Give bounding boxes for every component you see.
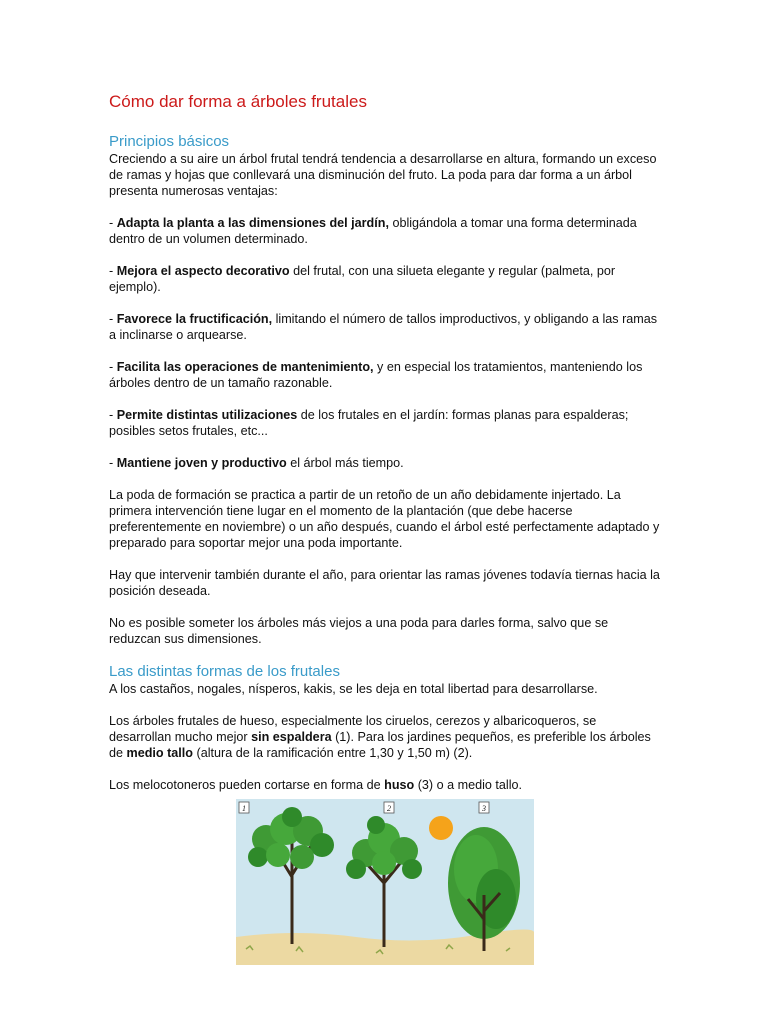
advantage-text: y en especial los tratamientos, manteniendo los árboles dentro de un tamaño razonable.	[109, 360, 643, 390]
body-paragraph: Hay que intervenir también durante el año, para orientar las ramas jóvenes todavía tiernas hacia la posición deseada.	[109, 568, 660, 598]
advantage-item	[109, 407, 661, 439]
bullet-dash: -	[109, 456, 117, 470]
advantage-bold: Facilita las operaciones de mantenimiento,	[116, 360, 374, 374]
advantage-item	[109, 359, 661, 391]
tree-forms-illustration	[236, 799, 534, 965]
advantage-text: del frutal, con una silueta elegante y regular (palmeta, por ejemplo).	[109, 264, 616, 294]
figure-label-3	[479, 802, 489, 813]
bullet-dash: -	[109, 264, 117, 278]
sun-icon	[429, 816, 453, 840]
text-run: (3) o a medio tallo.	[414, 778, 523, 792]
body-paragraph	[109, 777, 661, 793]
bold-term: huso	[384, 778, 415, 792]
figure-label-2	[384, 802, 394, 813]
advantage-bold: Favorece la fructificación,	[116, 312, 273, 326]
advantage-text: limitando el número de tallos improductivos, y obligando a las ramas a inclinarse o arquearse.	[109, 312, 658, 342]
advantage-bold: Permite distintas utilizaciones	[116, 408, 298, 422]
bold-term: sin espaldera	[251, 730, 332, 744]
advantage-bold: Adapta la planta a las dimensiones del jardín,	[116, 216, 389, 230]
body-paragraph: La poda de formación se practica a partir de un retoño de un año debidamente injertado. La primera intervención tiene lugar en el momento de la plantación (que debe hacerse preferentemente en noviembre) o un año después, cuando el árbol esté perfectamente adaptado y preparado para soportar mejor una poda importante.	[109, 488, 660, 550]
bold-term: medio tallo	[126, 746, 193, 760]
bullet-dash: -	[109, 312, 117, 326]
body-paragraph: A los castaños, nogales, nísperos, kakis, se les deja en total libertad para desarrollarse.	[109, 682, 598, 696]
bullet-dash: -	[109, 408, 117, 422]
svg-text:2: 2	[387, 804, 391, 813]
svg-text:1: 1	[242, 804, 246, 813]
page-title: Cómo dar forma a árboles frutales	[109, 92, 367, 111]
advantage-item	[109, 455, 661, 471]
advantage-item	[109, 215, 661, 247]
advantage-text: el árbol más tiempo.	[286, 456, 404, 470]
advantage-text: obligándola a tomar una forma determinada dentro de un volumen determinado.	[109, 216, 637, 246]
body-paragraph: No es posible someter los árboles más viejos a una poda para darles forma, salvo que se reduzcan sus dimensiones.	[109, 616, 609, 646]
advantage-item	[109, 311, 661, 343]
bullet-dash: -	[109, 360, 117, 374]
advantage-text: de los frutales en el jardín: formas planas para espalderas; posibles setos frutales, etc...	[109, 408, 629, 438]
body-paragraph	[109, 713, 661, 761]
svg-text:3: 3	[482, 804, 486, 813]
text-run: (altura de la ramificación entre 1,30 y 1,50 m) (2).	[193, 746, 473, 760]
section-heading-forms: Las distintas formas de los frutales	[109, 663, 340, 680]
text-run: Los árboles frutales de hueso, especialmente los ciruelos, cerezos y albaricoqueros, se desarrollan mucho mejor	[109, 714, 597, 744]
intro-paragraph: Creciendo a su aire un árbol frutal tendrá tendencia a desarrollarse en altura, formando un exceso de ramas y hojas que conllevará una disminución del fruto. La poda para dar forma a un árbol presenta numerosas ventajas:	[109, 152, 657, 198]
text-run: (1). Para los jardines pequeños, es preferible los árboles de	[109, 730, 651, 760]
advantage-bold: Mantiene joven y productivo	[116, 456, 287, 470]
article	[109, 92, 661, 793]
section-heading-basics: Principios básicos	[109, 133, 230, 150]
text-run: Los melocotoneros pueden cortarse en forma de	[109, 778, 385, 792]
figure-label-1	[239, 802, 249, 813]
bullet-dash: -	[109, 216, 117, 230]
advantage-item	[109, 263, 661, 295]
advantage-bold: Mejora el aspecto decorativo	[116, 264, 290, 278]
